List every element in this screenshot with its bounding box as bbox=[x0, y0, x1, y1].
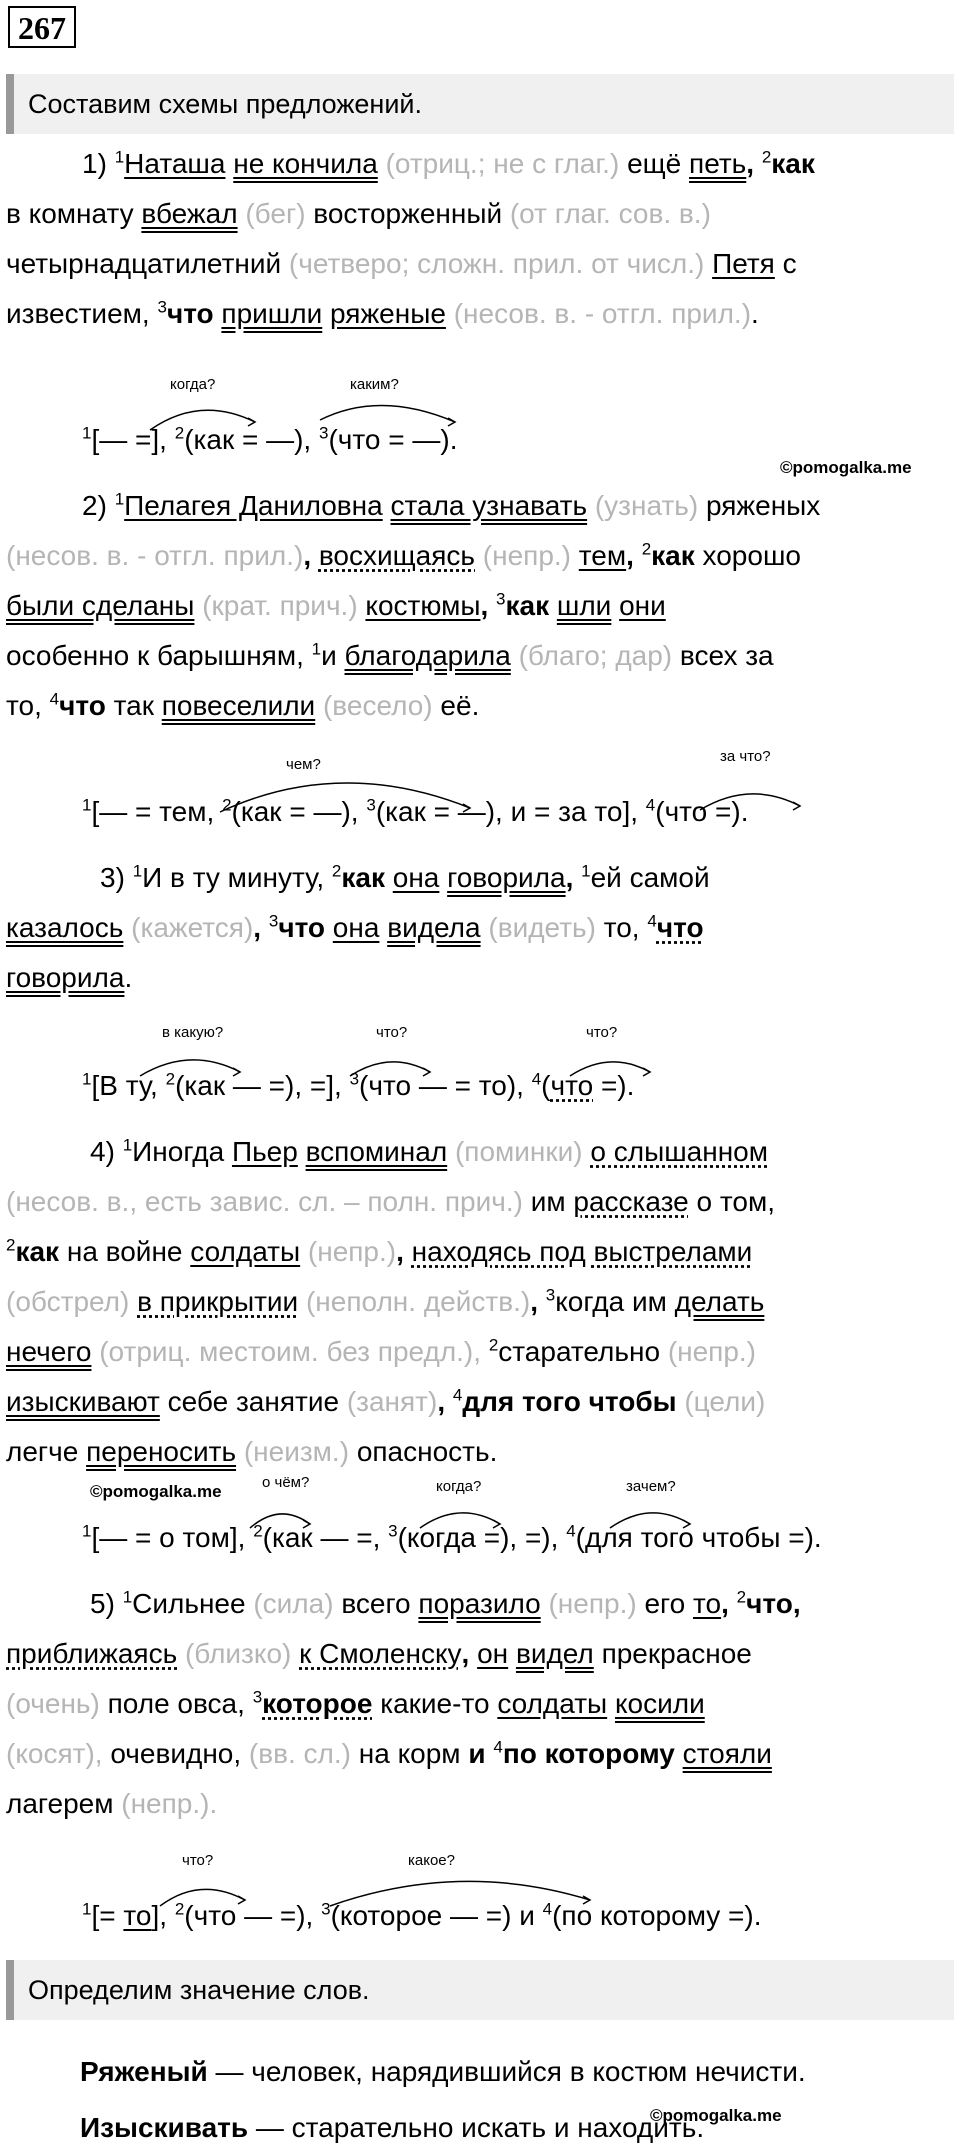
predicate: благодарила bbox=[344, 640, 511, 671]
section-header-schemes: Составим схемы предложений. bbox=[6, 74, 954, 134]
question-label: когда? bbox=[436, 1478, 482, 1495]
predicate: поразило bbox=[418, 1588, 541, 1619]
subject: то bbox=[693, 1588, 722, 1619]
s5-scheme: $^1$[= то], $^2$(что — =), $^3$(которое — =) и $^4$(по которому =). bbox=[82, 1899, 762, 1931]
definition-term: Изыскивать bbox=[80, 2112, 249, 2143]
question-label: за что? bbox=[720, 748, 771, 765]
s5-line4: (косят), очевидно, (вв. сл.) на корм и $^4$по которому стояли bbox=[6, 1737, 772, 1769]
s3-scheme: $^1$[В ту, $^2$(как — =), =], $^3$(что — = то), $^4$(что =). bbox=[82, 1069, 635, 1101]
s4-line7: легче переносить (неизм.) опасность. bbox=[6, 1436, 498, 1467]
s3-line1: 3) $^1$И в ту минуту, $^2$как она говорила, $^1$ей самой bbox=[100, 861, 710, 893]
s2-line4: особенно к барышням, $^1$и благодарила (благо; дар) всех за bbox=[6, 639, 774, 671]
watermark: ©pomogalka.me bbox=[90, 1482, 222, 1501]
question-label: какое? bbox=[408, 1852, 455, 1869]
question-label: что? bbox=[586, 1024, 618, 1041]
s4-line2: (несов. в., есть завис. сл. – полн. прич.) им рассказе о том, bbox=[6, 1186, 776, 1217]
s5-line3: (очень) поле овса, $^3$которое какие-то солдаты косили bbox=[6, 1687, 705, 1719]
s2-line2: (несов. в. - отгл. прил.), восхищаясь (непр.) тем, $^2$как хорошо bbox=[6, 539, 801, 571]
predicate: вспоминал bbox=[305, 1136, 448, 1167]
question-label: каким? bbox=[350, 376, 399, 393]
s2-line1: 2) $^1$Пелагея Даниловна стала узнавать (узнать) ряженых bbox=[82, 489, 821, 521]
subject: она bbox=[392, 862, 440, 893]
s5-line2: приближаясь (близко) к Смоленску, он видел прекрасное bbox=[6, 1638, 752, 1669]
question-label: чем? bbox=[286, 756, 321, 773]
predicate: нечего bbox=[6, 1336, 92, 1367]
watermark: ©pomogalka.me bbox=[650, 2106, 782, 2125]
predicate: повеселили bbox=[161, 690, 316, 721]
s4-line4: (обстрел) в прикрытии (неполн. действ.), $^3$когда им делать bbox=[6, 1285, 765, 1317]
s2-line3: были сделаны (крат. прич.) костюмы, $^3$как шли они bbox=[6, 589, 666, 621]
s4-line6: изыскивают себе занятие (занят), $^4$для того чтобы (цели) bbox=[6, 1385, 766, 1417]
participle-phrase: находясь под выстрелами bbox=[411, 1236, 753, 1267]
s3-line2: казалось (кажется), $^3$что она видела (видеть) то, $^4$что bbox=[6, 911, 704, 943]
predicate: косили bbox=[614, 1688, 705, 1719]
subject: ряженые bbox=[330, 298, 446, 329]
subject: Пьер bbox=[231, 1136, 298, 1167]
s5-line5: лагерем (непр.). bbox=[6, 1788, 218, 1819]
section-header-definitions: Определим значение слов. bbox=[6, 1960, 954, 2020]
subject: она bbox=[332, 912, 380, 943]
task-number: 267 bbox=[8, 6, 76, 48]
participle-phrase: приближаясь bbox=[6, 1638, 178, 1669]
question-label: в какую? bbox=[162, 1024, 224, 1041]
s4-line5: нечего (отриц. местоим. без предл.), $^2$старательно (непр.) bbox=[6, 1335, 757, 1367]
predicate: переносить bbox=[86, 1436, 237, 1467]
s4-line3: $^2$как на войне солдаты (непр.), находясь под выстрелами bbox=[6, 1235, 753, 1267]
predicate: пришли bbox=[221, 298, 323, 329]
subject: Петя bbox=[712, 248, 775, 279]
subject: солдаты bbox=[497, 1688, 608, 1719]
s2-line5: то, $^4$что так повеселили (весело) её. bbox=[6, 689, 480, 721]
s1-scheme: $^1$[— =], $^2$(как = —), $^3$(что = —). bbox=[82, 423, 458, 455]
predicate: были сделаны bbox=[6, 590, 195, 621]
predicate: видел bbox=[515, 1638, 594, 1669]
predicate: стала узнавать bbox=[390, 490, 588, 521]
definition-item: Изыскивать — старательно искать и находить. bbox=[80, 2112, 705, 2143]
question-label: что? bbox=[182, 1852, 214, 1869]
subject: они bbox=[619, 590, 666, 621]
question-label: что? bbox=[376, 1024, 408, 1041]
s2-scheme: $^1$[— = тем, $^2$(как = —), $^3$(как = —), и = за то], $^4$(что =). bbox=[82, 795, 749, 827]
definition-term: Ряженый bbox=[80, 2056, 208, 2087]
subject: он bbox=[477, 1638, 509, 1669]
watermark: ©pomogalka.me bbox=[780, 458, 912, 477]
s4-scheme: $^1$[— = о том], $^2$(как — =, $^3$(когда =), =), $^4$(для того чтобы =). bbox=[82, 1521, 822, 1553]
predicate: не кончила bbox=[233, 148, 378, 179]
predicate: делать bbox=[674, 1286, 765, 1317]
subject: костюмы bbox=[365, 590, 481, 621]
predicate: видела bbox=[387, 912, 481, 943]
predicate: казалось bbox=[6, 912, 124, 943]
s1-line1: 1) $^1$Наташа не кончила (отриц.; не с глаг.) ещё петь, $^2$как bbox=[82, 147, 815, 179]
subject: Наташа bbox=[124, 148, 226, 179]
subject: Пелагея Даниловна bbox=[124, 490, 383, 521]
question-label: когда? bbox=[170, 376, 216, 393]
subject: солдаты bbox=[190, 1236, 301, 1267]
definition-item: Ряженый — человек, нарядившийся в костюм нечисти. bbox=[80, 2056, 806, 2087]
predicate: вбежал bbox=[141, 198, 238, 229]
predicate: изыскивают bbox=[6, 1386, 160, 1417]
s1-line4: известием, $^3$что пришли ряженые (несов. в. - отгл. прил.). bbox=[6, 297, 759, 329]
s1-line2: в комнату вбежал (бег) восторженный (от глаг. сов. в.) bbox=[6, 198, 711, 229]
predicate: говорила bbox=[447, 862, 566, 893]
predicate: говорила bbox=[6, 962, 125, 993]
s4-line1: 4) $^1$Иногда Пьер вспоминал (поминки) о слышанном bbox=[90, 1135, 768, 1167]
s1-line3: четырнадцатилетний (четверо; сложн. прил. от числ.) Петя с bbox=[6, 248, 797, 279]
question-label: зачем? bbox=[626, 1478, 676, 1495]
predicate: стояли bbox=[682, 1738, 772, 1769]
participle-phrase: восхищаясь bbox=[318, 540, 476, 571]
predicate: петь bbox=[689, 148, 747, 179]
s5-line1: 5) $^1$Сильнее (сила) всего поразило (непр.) его то, $^2$что, bbox=[90, 1587, 801, 1619]
question-label: о чём? bbox=[262, 1474, 310, 1491]
s3-line3: говорила. bbox=[6, 962, 133, 993]
predicate: шли bbox=[556, 590, 612, 621]
